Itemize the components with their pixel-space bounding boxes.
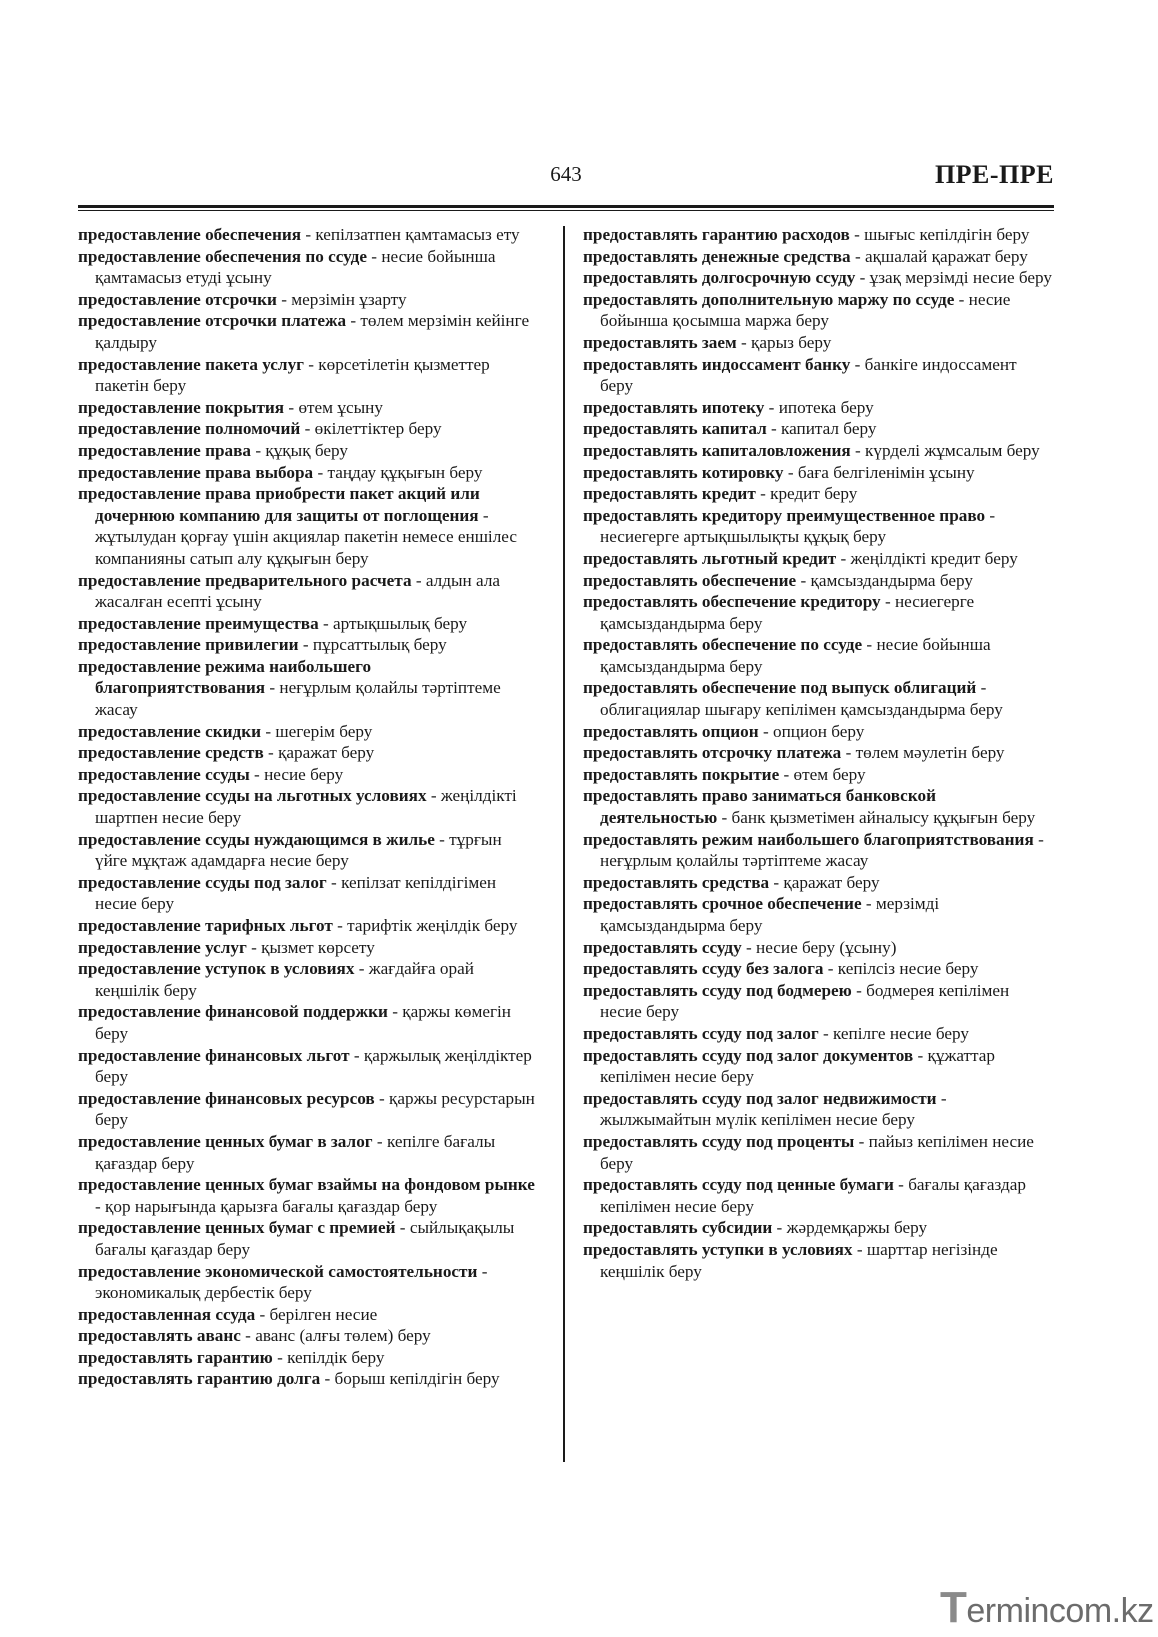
entry-term: предоставление обеспечения [78,225,302,244]
entry-translation: таңдау құқығын беру [327,462,483,482]
entry-term: предоставлять субсидии [583,1218,773,1238]
entry-translation: кепілге несие беру [833,1023,969,1043]
entry-term: предоставление средств [78,743,264,763]
dictionary-entry: предоставлять кредит - кредит беру [583,484,858,504]
dictionary-entry: предоставлять долгосрочную ссуду - ұзақ мерзімді несие беру [583,268,1052,288]
termincom-logo [940,1583,1154,1632]
dictionary-entry: предоставлять котировку - баға белгіленімін ұсыну [583,462,975,482]
entry-term: предоставлять ипотеку [583,397,765,417]
entry-term: предоставлять кредитору преимущественное право [583,505,986,525]
entry-term: предоставлять аванс [78,1326,241,1346]
entry-term: предоставление скидки [78,721,262,741]
dictionary-entry: предоставление ценных бумаг в залог - кепілге бағалы қағаздар беру [78,1131,496,1173]
dictionary-entry: предоставление экономической самостоятельности - экономикалық дербестік беру [78,1261,488,1303]
entry-translation: қарыз беру [751,332,832,352]
entry-translation: кепілге бағалы қағаздар беру [95,1131,496,1173]
entry-translation: облигациялар шығару кепілімен қамсыздандырма беру [600,700,1003,720]
entry-term: предоставление привилегии [78,635,299,655]
dictionary-entry: предоставлять обеспечение под выпуск облигаций - облигациялар шығару кепілімен қамсыздандырма беру [583,678,1003,720]
entry-term: предоставлять ссуду [583,937,742,957]
entry-translation: пұрсаттылық беру [312,635,447,655]
dictionary-entry: предоставление ссуды нуждающимся в жилье - тұрғын үйге мұқтаж адамдарға несие беру [78,829,502,871]
dictionary-entry: предоставление полномочий - өкілеттіктер беру [78,419,442,439]
entry-translation: несиегерге қамсыздандырма беру [600,592,975,633]
entry-translation: кепілзатпен қамтамасыз ету [315,225,520,244]
entry-translation: бағалы қағаздар кепілімен несие беру [600,1175,1026,1216]
entry-term: предоставление услуг [78,937,247,957]
dictionary-entry: предоставлять опцион - опцион беру [583,721,865,741]
entry-translation: қаржылық жеңілдіктер беру [95,1045,532,1087]
dictionary-entry: предоставление финансовой поддержки - қаржы көмегін беру [78,1002,511,1043]
dictionary-entry: предоставление пакета услуг - көрсетілетін қызметтер пакетін беру [78,354,490,396]
entry-term: предоставление уступок в условиях [78,959,355,979]
entry-translation: тұрғын үйге мұқтаж адамдарға несие беру [95,829,502,871]
entry-term: предоставлять ссуду под залог [583,1023,819,1043]
page-header [78,158,1054,198]
entry-term: предоставлять отсрочку платежа [583,743,842,763]
entry-term: предоставлять гарантию [78,1347,273,1367]
entry-term: предоставлять долгосрочную ссуду [583,268,856,288]
entry-term: предоставлять капиталовложения [583,440,851,460]
entry-term: предоставление покрытия [78,397,285,417]
dictionary-entry: предоставление права приобрести пакет акций или дочернюю компанию для защиты от поглощения - жұтылудан қорғау үшін акциялар пакетін немесе еншілес компанияны сатып алу құқығын беру [78,484,517,568]
dictionary-entry: предоставление ценных бумаг с премией - сыйлықақылы бағалы қағаздар беру [78,1218,515,1259]
dictionary-entry: предоставлять капитал - капитал беру [583,419,877,439]
dictionary-entry: предоставлять кредитору преимущественное право - несиегерге артықшылықты құқық беру [583,505,996,547]
entry-translation: күрделі жұмсалым беру [865,440,1040,460]
entry-term: предоставлять капитал [583,419,767,439]
entry-term: предоставлять льготный кредит [583,548,837,568]
dictionary-entry: предоставлять ссуду под залог - кепілге несие беру [583,1023,969,1043]
column-divider [563,226,565,1462]
dictionary-entry: предоставление ссуды на льготных условиях - жеңілдікті шартпен несие беру [78,786,517,828]
dictionary-entry: предоставлять покрытие - өтем беру [583,764,866,784]
dictionary-entry: предоставлять средства - қаражат беру [583,872,880,892]
entry-translation: жәрдемқаржы беру [786,1218,928,1238]
entry-term: предоставлять ссуду под проценты [583,1131,855,1151]
header-rule-thick [78,205,1054,208]
dictionary-entry: предоставление преимущества - артықшылық беру [78,613,468,633]
entry-translation: жағдайға орай кеңшілік беру [95,959,474,1000]
entry-translation: қызмет көрсету [261,937,375,957]
entry-translation: ипотека беру [778,397,874,417]
logo-initial: T [940,1583,967,1632]
entry-translation: шегерім беру [275,721,373,741]
dictionary-entry: предоставление отсрочки - мерзімін ұзарту [78,289,407,309]
entry-term: предоставление режима наибольшего благоприятствования [78,656,372,698]
entry-translation: шарттар негізінде кеңшілік беру [600,1239,998,1281]
dictionary-entry: предоставление ценных бумаг взаймы на фондовом рынке - қор нарығында қарызға бағалы қағаздар беру [78,1175,535,1216]
dictionary-entry: предоставление покрытия - өтем ұсыну [78,397,383,417]
entry-translation: мерзімді қамсыздандырма беру [600,894,940,935]
entry-term: предоставление ценных бумаг взаймы на фондовом рынке [78,1175,535,1195]
dictionary-entry: предоставление обеспечения - кепілзатпен қамтамасыз ету [78,225,520,244]
dictionary-entry: предоставлять право заниматься банковской деятельностью - банк қызметімен айналысу құқығын беру [583,786,1036,828]
entry-term: предоставлять денежные средства [583,246,851,266]
entry-term: предоставлять котировку [583,462,784,482]
entry-term: предоставлять ссуду под ценные бумаги [583,1175,894,1195]
entry-translation: капитал беру [781,419,877,439]
entry-term: предоставлять гарантию расходов [583,225,850,244]
entry-term: предоставление пакета услуг [78,354,304,374]
entry-term: предоставление экономической самостоятельности [78,1261,478,1281]
entry-translation: алдын ала жасалған есепті ұсыну [95,570,501,612]
entry-term: предоставлять режим наибольшего благоприятствования [583,829,1034,849]
entry-term: предоставление обеспечения по ссуде [78,246,367,266]
entry-term: предоставление ссуды [78,764,250,784]
entry-translation: пайыз кепілімен несие беру [600,1131,1034,1173]
entry-translation: банкіге индоссамент беру [600,354,1017,396]
entry-translation: жеңілдікті кредит беру [850,548,1018,568]
entry-translation: қамсыздандырма беру [810,570,973,590]
entry-translation: жеңілдікті шартпен несие беру [95,786,517,828]
entry-term: предоставление отсрочки [78,289,277,309]
dictionary-entry: предоставлять отсрочку платежа - төлем мәулетін беру [583,743,1005,763]
entry-translation: опцион беру [772,721,865,741]
entry-term: предоставление права приобрести пакет акций или дочернюю компанию для защиты от поглощения [78,484,480,525]
entry-translation: экономикалық дербестік беру [95,1283,312,1303]
entry-term: предоставлять гарантию долга [78,1369,321,1389]
dictionary-entry: предоставление ссуды - несие беру [78,764,344,784]
dictionary-entry: предоставление привилегии - пұрсаттылық беру [78,635,447,655]
dictionary-entry: предоставление обеспечения по ссуде - несие бойынша қамтамасыз етуді ұсыну [78,246,496,288]
entry-translation: қаражат беру [783,872,880,892]
dictionary-entry: предоставлять ссуду под ценные бумаги - бағалы қағаздар кепілімен несие беру [583,1175,1026,1216]
dictionary-entry: предоставление скидки - шегерім беру [78,721,373,741]
entry-term: предоставление ценных бумаг в залог [78,1131,373,1151]
entry-translation: төлем мерзімін кейінге қалдыру [95,311,530,352]
entry-term: предоставлять ссуду под залог недвижимости [583,1088,937,1108]
entry-term: предоставление ссуды нуждающимся в жилье [78,829,435,849]
entry-translation: қаржы ресурстарын беру [95,1088,535,1130]
entry-translation: баға белгіленімін ұсыну [797,462,975,482]
entry-term: предоставлять уступки в условиях [583,1239,853,1259]
dictionary-entry: предоставление средств - қаражат беру [78,743,375,763]
entry-translation: көрсетілетін қызметтер пакетін беру [95,354,490,396]
dictionary-entry: предоставлять режим наибольшего благоприятствования - неғұрлым қолайлы тәртіптеме жасау [583,829,1044,871]
dictionary-entry: предоставлять дополнительную маржу по ссуде - несие бойынша қосымша маржа беру [583,289,1011,331]
dictionary-entry: предоставлять ссуду без залога - кепілсіз несие беру [583,959,979,979]
entry-translation: аванс (алғы төлем) беру [255,1326,431,1346]
entry-translation: несие бойынша қамсыздандырма беру [600,635,991,676]
entry-term: предоставлять обеспечение по ссуде [583,635,863,655]
entry-term: предоставлять ссуду без залога [583,959,824,979]
entry-term: предоставлять кредит [583,484,756,504]
entry-translation: кредит беру [770,484,858,504]
dictionary-entry: предоставление предварительного расчета - алдын ала жасалған есепті ұсыну [78,570,501,612]
entry-translation: кепілдік беру [287,1347,385,1367]
entry-term: предоставлять ссуду под залог документов [583,1045,914,1065]
header-rule-thin [78,210,1054,211]
entry-translation: мерзімін ұзарту [291,289,407,309]
entry-translation: өкілеттіктер беру [314,419,442,439]
entry-translation: қаражат беру [278,743,375,763]
entry-translation: қаржы көмегін беру [95,1002,511,1043]
entry-translation: ақшалай қаражат беру [864,246,1028,266]
dictionary-entry: предоставление ссуды под залог - кепілзат кепілдігімен несие беру [78,872,497,914]
entry-term: предоставление ссуды на льготных условиях [78,786,427,806]
entry-translation: ұзақ мерзімді несие беру [869,268,1052,288]
dictionary-entry: предоставлять субсидии - жәрдемқаржы беру [583,1218,928,1238]
page-number: 643 [550,162,582,186]
entry-term: предоставление финансовой поддержки [78,1002,388,1022]
entry-term: предоставлять заем [583,332,737,352]
entry-term: предоставление ссуды под залог [78,872,327,892]
dictionary-entry: предоставлять ссуду под бодмерею - бодмерея кепілімен несие беру [583,980,1010,1022]
dictionary-entry: предоставлять аванс - аванс (алғы төлем) беру [78,1326,431,1346]
left-column [78,224,538,1390]
entry-translation: жылжымайтын мүлік кепілімен несие беру [600,1110,916,1130]
dictionary-entry: предоставлять льготный кредит - жеңілдікті кредит беру [583,548,1018,568]
entry-translation: несиегерге артықшылықты құқық беру [600,527,887,547]
entry-term: предоставленная ссуда [78,1304,256,1324]
logo-text: ermincom.kz [966,1592,1154,1630]
entry-translation: сыйлықақылы бағалы қағаздар беру [95,1218,515,1259]
entry-translation: неғұрлым қолайлы тәртіптеме жасау [95,678,501,720]
entry-translation: қор нарығында қарызға бағалы қағаздар беру [105,1196,438,1216]
dictionary-entry: предоставлять денежные средства - ақшалай қаражат беру [583,246,1028,266]
entry-translation: тарифтік жеңілдік беру [347,916,518,935]
dictionary-entry: предоставление уступок в условиях - жағдайға орай кеңшілік беру [78,959,474,1000]
entry-term: предоставление преимущества [78,613,319,633]
dictionary-entry: предоставлять ссуду под залог документов - құжаттар кепілімен несие беру [583,1045,995,1087]
dictionary-entry: предоставление тарифных льгот - тарифтік жеңілдік беру [78,916,518,935]
dictionary-entry: предоставлять гарантию долга - борыш кепілдігін беру [78,1369,500,1389]
entry-term: предоставлять дополнительную маржу по ссуде [583,289,955,309]
entry-term: предоставление полномочий [78,419,301,439]
entry-translation: жұтылудан қорғау үшін акциялар пакетін немесе еншілес компанияны сатып алу құқығын беру [95,527,517,568]
entry-term: предоставлять обеспечение кредитору [583,592,881,612]
entry-translation: өтем беру [793,764,866,784]
dictionary-entry: предоставлять ссуду под проценты - пайыз кепілімен несие беру [583,1131,1034,1173]
dictionary-entry: предоставлять обеспечение - қамсыздандырма беру [583,570,973,590]
dictionary-entry: предоставлять заем - қарыз беру [583,332,832,352]
entry-term: предоставлять опцион [583,721,759,741]
entry-translation: несие беру [264,764,344,784]
dictionary-entry: предоставление права выбора - таңдау құқығын беру [78,462,483,482]
entry-translation: бодмерея кепілімен несие беру [600,980,1010,1022]
entry-translation: несие бойынша қосымша маржа беру [600,289,1011,331]
entry-translation: несие беру (ұсыну) [756,937,897,957]
entry-translation: неғұрлым қолайлы тәртіптеме жасау [600,851,869,871]
entry-term: предоставлять срочное обеспечение [583,894,862,914]
entry-term: предоставление права [78,440,252,460]
dictionary-entry: предоставлять обеспечение по ссуде - несие бойынша қамсыздандырма беру [583,635,991,676]
right-column [583,224,1053,1282]
entry-translation: банк қызметімен айналысу құқығын беру [731,808,1036,828]
entry-translation: төлем мәулетін беру [855,743,1005,763]
entry-term: предоставлять ссуду под бодмерею [583,980,852,1000]
dictionary-entry: предоставление отсрочки платежа - төлем мерзімін кейінге қалдыру [78,311,530,352]
dictionary-entry: предоставлять ссуду - несие беру (ұсыну) [583,937,897,957]
dictionary-entry: предоставление режима наибольшего благоприятствования - неғұрлым қолайлы тәртіптеме жасау [78,656,501,720]
entry-term: предоставление тарифных льгот [78,916,333,935]
entry-term: предоставление финансовых льгот [78,1045,350,1065]
dictionary-entry: предоставлять индоссамент банку - банкіге индоссамент беру [583,354,1017,396]
dictionary-entry: предоставление финансовых льгот - қаржылық жеңілдіктер беру [78,1045,532,1087]
entry-term: предоставлять средства [583,872,770,892]
entry-translation: артықшылық беру [333,613,468,633]
dictionary-entry: предоставление права - құқық беру [78,440,348,460]
entry-translation: құжаттар кепілімен несие беру [600,1045,995,1087]
dictionary-entry: предоставлять гарантию расходов - шығыс кепілдігін беру [583,225,1030,244]
entry-term: предоставлять обеспечение [583,570,797,590]
entry-term: предоставление отсрочки платежа [78,311,347,331]
entry-term: предоставлять покрытие [583,764,780,784]
dictionary-entry: предоставление финансовых ресурсов - қаржы ресурстарын беру [78,1088,535,1130]
entry-translation: берілген несие [269,1304,378,1324]
dictionary-entry: предоставленная ссуда - берілген несие [78,1304,378,1324]
entry-term: предоставлять обеспечение под выпуск облигаций [583,678,977,698]
entry-translation: кепілзат кепілдігімен несие беру [95,872,497,914]
dictionary-entry: предоставлять гарантию - кепілдік беру [78,1347,385,1367]
dictionary-entry: предоставлять срочное обеспечение - мерзімді қамсыздандырма беру [583,894,940,935]
dictionary-entry: предоставлять ипотеку - ипотека беру [583,397,874,417]
dictionary-entry: предоставлять уступки в условиях - шарттар негізінде кеңшілік беру [583,1239,998,1281]
entry-translation: шығыс кепілдігін беру [864,225,1030,244]
entry-term: предоставление ценных бумаг с премией [78,1218,396,1238]
entry-translation: кепілсіз несие беру [837,959,979,979]
entry-translation: өтем ұсыну [298,397,383,417]
dictionary-entry: предоставлять обеспечение кредитору - несиегерге қамсыздандырма беру [583,592,975,633]
entry-term: предоставлять индоссамент банку [583,354,851,374]
entry-translation: борыш кепілдігін беру [334,1369,500,1389]
dictionary-entry: предоставлять капиталовложения - күрделі жұмсалым беру [583,440,1040,460]
entry-term: предоставление финансовых ресурсов [78,1088,375,1108]
entry-translation: несие бойынша қамтамасыз етуді ұсыну [95,246,496,288]
section-range-heading: ПРЕ-ПРЕ [934,160,1054,189]
entry-term: предоставлять право заниматься банковской деятельностью [583,786,936,828]
entry-translation: құқық беру [265,440,348,460]
dictionary-entry: предоставление услуг - қызмет көрсету [78,937,375,957]
dictionary-entry: предоставлять ссуду под залог недвижимости - жылжымайтын мүлік кепілімен несие беру [583,1088,947,1130]
entry-term: предоставление предварительного расчета [78,570,412,590]
entry-term: предоставление права выбора [78,462,314,482]
